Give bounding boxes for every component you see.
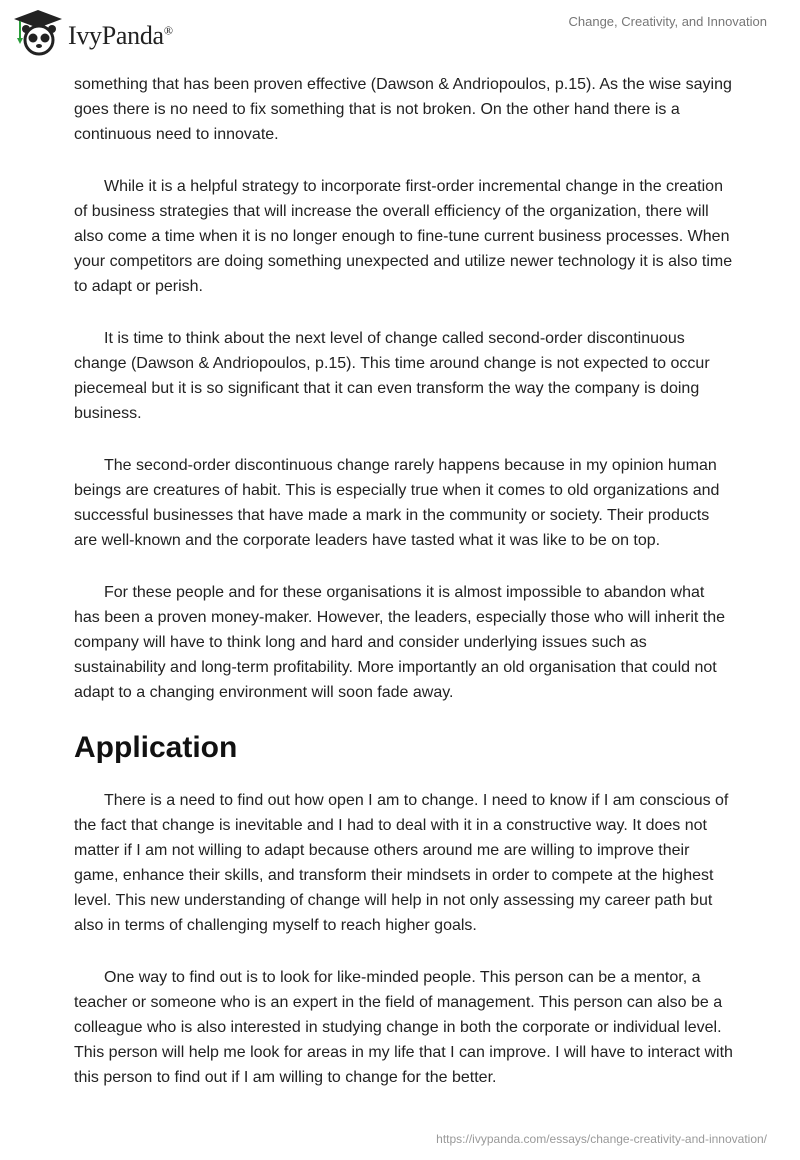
paragraph: something that has been proven effective (Dawson & Andriopoulos, p.15). As the wise saying goes there is no need to fix something that is not broken. On the other hand there is a continuous need to innovate. [74, 76, 732, 143]
document-title: Change, Creativity, and Innovation [568, 14, 767, 29]
paragraph: There is a need to find out how open I am to change. I need to know if I am conscious of the fact that change is inevitable and I had to deal with it in a constructive way. It does not matter if I am not willing to adapt because others around me are willing to improve their game, enhance their skills, and transform their mindsets in order to compete at the highest level. This new understanding of change will help in not only assessing my career path but also in terms of challenging myself to reach higher goals. [74, 792, 729, 934]
paragraph: While it is a helpful strategy to incorporate first-order incremental change in the creation of business strategies that will increase the overall efficiency of the organization, there will also come a time when it is no longer enough to fine-tune current business processes. When your competitors are doing something unexpected and utilize newer technology it is also time to adapt or perish. [74, 178, 733, 295]
paragraph: It is time to think about the next level of change called second-order discontinuous change (Dawson & Andriopoulos, p.15). This time around change is not expected to occur piecemeal but it is so significant that it can even transform the way the company is doing business. [74, 330, 710, 422]
source-url: https://ivypanda.com/essays/change-creativity-and-innovation/ [436, 1132, 767, 1146]
panda-logo-icon [12, 8, 64, 56]
essay-content [74, 72, 734, 1117]
logo-text: IvyPanda® [68, 21, 173, 50]
logo[interactable] [12, 8, 173, 56]
paragraph: For these people and for these organisations it is almost impossible to abandon what has been a proven money-maker. However, the leaders, especially those who will inherit the company will have to think long and hard and consider underlying issues such as sustainability and long-term profitability. More importantly an old organisation that could not adapt to a changing environment will soon fade away. [74, 584, 726, 701]
paragraph: One way to find out is to look for like-minded people. This person can be a mentor, a teacher or someone who is an expert in the field of management. This person can also be a colleague who is also interested in studying change in both the corporate or individual level. This person will help me look for areas in my life that I can improve. I will have to interact with this person to find out if I am willing to change for the better. [74, 969, 733, 1086]
section-heading: Application [74, 731, 238, 764]
paragraph: The second-order discontinuous change rarely happens because in my opinion human beings are creatures of habit. This is especially true when it comes to old organizations and successful businesses that have made a mark in the community or society. Their products are well-known and the corporate leaders have tasted what it was like to be on top. [74, 457, 720, 549]
